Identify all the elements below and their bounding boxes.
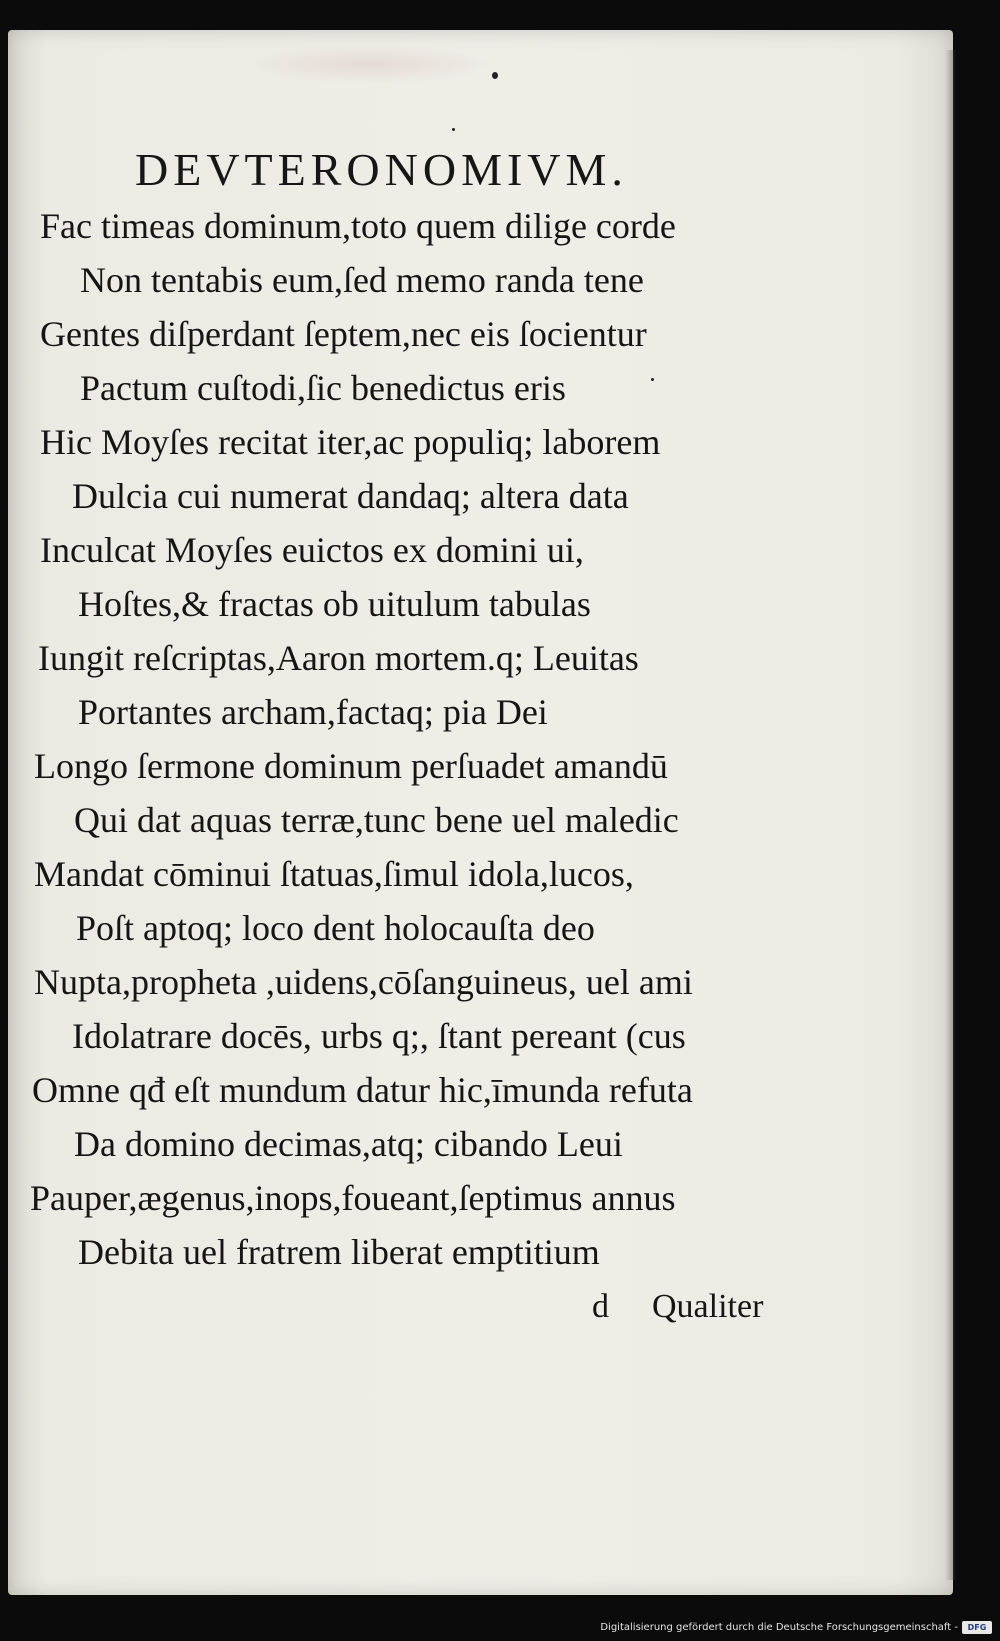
dfg-logo: DFG xyxy=(962,1621,992,1634)
verse-line: Poſt aptoq; loco dent holocauſta deo xyxy=(76,908,595,948)
verse-line: Fac timeas dominum,toto quem dilige corde xyxy=(40,206,676,246)
verse-line: Nupta,propheta ,uidens,cōſanguineus, uel ami xyxy=(34,962,693,1002)
verse-line: Pauper,ægenus,inops,foueant,ſeptimus annus xyxy=(30,1178,676,1218)
catchword: Qualiter xyxy=(652,1288,764,1325)
verse-line: Hoſtes,& fractas ob uitulum tabulas xyxy=(78,584,591,624)
verse-line: Idolatrare docēs, urbs q;, ſtant pereant (cus xyxy=(72,1016,686,1056)
verse-line: Iungit reſcriptas,Aaron mortem.q; Leuitas xyxy=(38,638,639,678)
verse-line: Pactum cuſtodi,ſic benedictus eris xyxy=(80,368,566,408)
digitization-credit: Digitalisierung gefördert durch die Deutsche Forschungsgemeinschaft - xyxy=(600,1622,958,1633)
verse-line: Portantes archam,factaq; pia Dei xyxy=(78,692,548,732)
verse-line: Inculcat Moyſes euictos ex domini ui, xyxy=(40,530,584,570)
verse-line: Non tentabis eum,ſed memo randa tene xyxy=(80,260,644,300)
book-heading: DEVTERONOMIVM. xyxy=(135,144,628,195)
signature-mark: d xyxy=(592,1288,609,1325)
verse-line: Longo ſermone dominum perſuadet amandū xyxy=(34,746,668,786)
verse-line: Dulcia cui numerat dandaq; altera data xyxy=(72,476,629,516)
verse-line: Qui dat aquas terræ,tunc bene uel maledic xyxy=(74,800,679,840)
verse-line: Debita uel fratrem liberat emptitium xyxy=(78,1232,600,1272)
verse-line: Da domino decimas,atq; cibando Leui xyxy=(74,1124,623,1164)
verse-line: Mandat cōminui ſtatuas,ſimul idola,lucos, xyxy=(34,854,634,894)
verse-line: Hic Moyſes recitat iter,ac populiq; laborem xyxy=(40,422,661,462)
verse-line: Omne qđ eſt mundum datur hic,īmunda refuta xyxy=(32,1070,693,1110)
verse-line: Gentes diſperdant ſeptem,nec eis ſocientur xyxy=(40,314,647,354)
